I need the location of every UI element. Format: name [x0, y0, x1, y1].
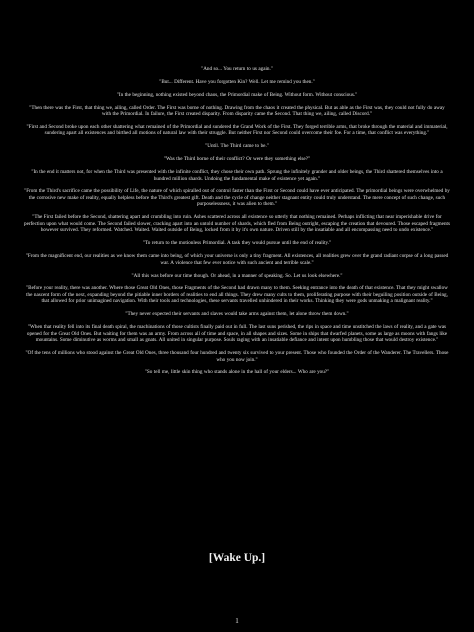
- paragraph-11: "To return to the motionless Primordial. A task they would pursue until the end of reality.": [142, 240, 332, 247]
- paragraph-2: "But... Different. Have you forgotten Kin? Well. Let me remind you then.": [159, 78, 315, 85]
- paragraph-1: "And so... You return to us again.": [201, 66, 273, 72]
- paragraph-5: "First and Second broke upon each other shattering what remained of the Primordial and sundered the Grand Work of the First. They forged terrible arms, that broke through the material and immaterial, sundering apart all existences and birthed all motions of natural law with their struggle. But neither First nor Second could overcome their foe. For a time, that conflict was everything.": [26, 123, 448, 137]
- paragraph-15: "They never expected their servants and slaves would take arms against them, let alone throw them down.": [125, 311, 349, 318]
- paragraph-12: "From the magnificent end, our realities as we know them came into being, of which your universe is only a tiny fragment. All existences, all realities grew over the grand radiant corpse of a long passed war. A violence that few ever notice with such ancient and terrible scale.": [25, 253, 449, 266]
- paragraph-6: "Until. The Third came to be.": [205, 143, 269, 150]
- paragraph-13: "All this was before our time though. Or ahead, in a manner of speaking. So. Let us look elsewhere.": [131, 272, 343, 279]
- paragraph-7: "Was the Third borne of their conflict? Or were they something else?": [163, 156, 311, 163]
- wake-up-heading: [Wake Up.]: [208, 552, 266, 564]
- paragraph-10: "The First failed before the Second, shattering apart and crumbling into ruin. Ashes scattered across all existence so utterly that nothing remained. Perhaps inflicting that near imperishable drive for perfection upon what would come. The Second failed slower, cracking apart into an untold number of shards, which fled from Being outright, escaping the creation that devoured. Those escaped fragments however survived. They reformed. Watched. Waited. Waited outside of Being, locked from it by it's own nature. Driven still by the insatiable and all encompassing need to undo existence.": [24, 214, 450, 234]
- paragraph-18: "So tell me, little skin thing who stands alone in the hall of your elders... Who are you?": [144, 369, 330, 376]
- paragraph-9: "From the Third's sacrifice came the possibility of Life, the nature of which spiralled out of control faster than the First or Second could have ever anticipated. The primordial beings were overwhelmed by the corrosive new make of reality, equally helpless before the Third's greatest gift. Death and the cycle of change neither stagnant entity could truly understand. The mere concept of such change, such purposelessness, it was alien to them.": [24, 188, 450, 208]
- paragraph-3: "In the beginning, nothing existed beyond chaos, the Primordial make of Being. Without form. Without conscious.": [116, 91, 358, 98]
- paragraph-16: "When that reality fell into its final death spiral, the machinations of those cultists finally paid out in full. The last suns perished, the rips in space and time unstitched the laws of reality, and a gate was opened for the Great Old Ones. But waiting for them was an army. From across all of time and space, in all shapes and sizes. Some in ships that dwarfed planets, some as large as moons with fangs like mountains. Some diminutive as worms and small as gnats. All united in singular purpose. Souls raging with an insatiable defiance and intent upon humbling those that would destroy existence.": [26, 324, 448, 344]
- paragraph-4: "Then there was the First, that thing we, ailing, called Order. The First was borne of nothing. Drawing from the chaos it created the physical. But as able as the First was, they could not fully do away with the Primordial. In failure, the First created disparity. From disparity came the Second. That thing we, ailing, called Discord.": [29, 104, 445, 118]
- paragraph-14: "Before your reality, there was another. Where those Great Old Ones, those Fragments of the Second had drawn many to them. Seeking entrance into the death of that existence. That they might swallow the nascent form of the next, expanding beyond the pitiable inner borders of realities to end all things. They drew many cults to them, proliferating purpose with their beguiling position outside of Being, that allowed for prior unimagined navigation. With their tools and technologies, these servants travelled unhindered in their works. Thinking they were gods unmaking a malignant reality.": [26, 285, 448, 305]
- paragraph-17: "Of the tens of millions who stood against the Great Old Ones, three thousand four hundred and twenty six survived to your present. Those who founded the Order of the Wanderer. The Travellers. Those who you now join.": [25, 350, 449, 363]
- narrative-text-block: [24, 66, 450, 382]
- paragraph-8: "In the end it matters not, for when the Third was presented with the infinite conflict, they chose their own path. Sprung the infinitely grander and older beings, the Third shattered themselves into a hundred million shards. Undoing the fundamental make of existence yet again.": [31, 169, 443, 182]
- page-number: 1: [235, 617, 239, 625]
